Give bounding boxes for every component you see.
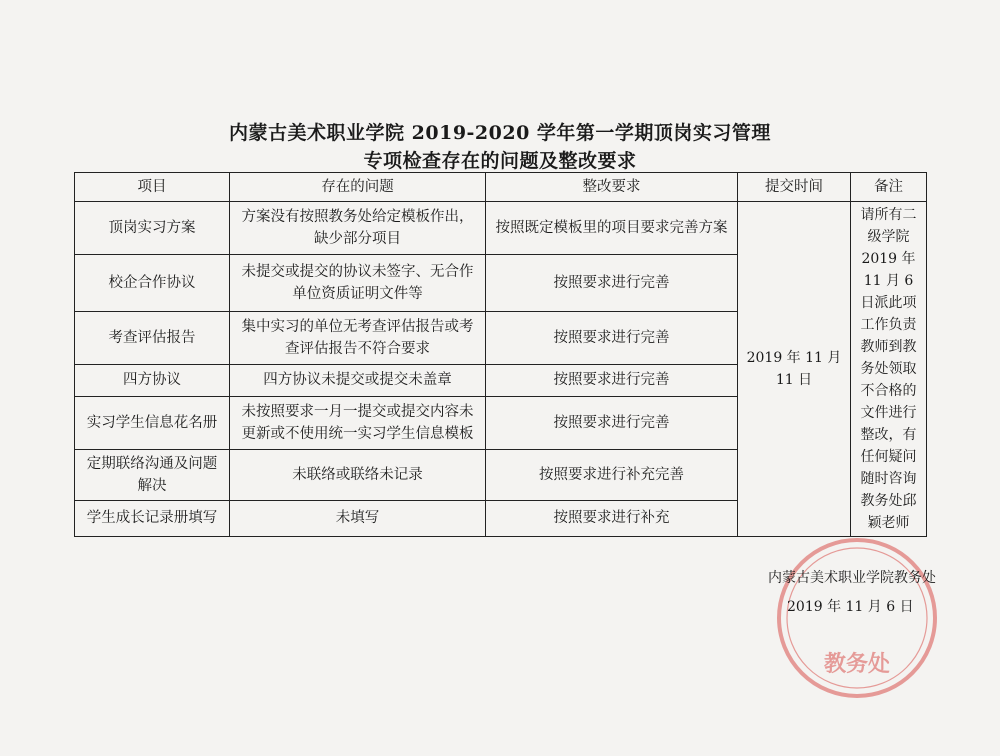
seal-text: 教务处 [823, 651, 891, 677]
header-note: 备注 [851, 173, 927, 202]
row-problem: 未提交或提交的协议未签字、无合作单位资质证明文件等 [230, 254, 486, 311]
official-seal [772, 533, 942, 703]
row-item: 校企合作协议 [75, 254, 230, 311]
document-subtitle: 专项检查存在的问题及整改要求 [363, 150, 637, 172]
row-problem: 方案没有按照教务处给定模板作出，缺少部分项目 [230, 202, 486, 255]
row-requirement: 按照既定模板里的项目要求完善方案 [486, 202, 738, 255]
row-problem: 四方协议未提交或提交未盖章 [230, 364, 486, 396]
row-item: 考查评估报告 [75, 311, 230, 364]
row-problem: 未填写 [230, 500, 486, 536]
row-item: 学生成长记录册填写 [75, 500, 230, 536]
row-requirement: 按照要求进行完善 [486, 396, 738, 449]
header-problem: 存在的问题 [230, 173, 486, 202]
table-row [75, 202, 927, 255]
issue-date: 2019 年 11 月 6 日 [787, 599, 914, 615]
note-cell: 请所有二级学院 2019 年 11 月 6 日派此项工作负责教师到教务处领取不合格的文件进行整改，有任何疑问随时咨询教务处邱颖老师 [851, 202, 927, 537]
issuing-office: 内蒙古美术职业学院教务处 [768, 570, 936, 586]
document-title: 内蒙古美术职业学院 2019-2020 学年第一学期顶岗实习管理 [229, 122, 771, 144]
row-item: 四方协议 [75, 364, 230, 396]
row-problem: 未联络或联络未记录 [230, 449, 486, 500]
header-submit-time: 提交时间 [738, 173, 851, 202]
row-requirement: 按照要求进行补充完善 [486, 449, 738, 500]
rectification-table [74, 172, 927, 537]
row-requirement: 按照要求进行补充 [486, 500, 738, 536]
submit-time-cell: 2019 年 11 月 11 日 [738, 202, 851, 537]
header-requirement: 整改要求 [486, 173, 738, 202]
row-problem: 集中实习的单位无考查评估报告或考查评估报告不符合要求 [230, 311, 486, 364]
header-item: 项目 [75, 173, 230, 202]
row-item: 定期联络沟通及问题解决 [75, 449, 230, 500]
row-requirement: 按照要求进行完善 [486, 311, 738, 364]
row-problem: 未按照要求一月一提交或提交内容未更新或不使用统一实习学生信息模板 [230, 396, 486, 449]
row-requirement: 按照要求进行完善 [486, 254, 738, 311]
row-requirement: 按照要求进行完善 [486, 364, 738, 396]
row-item: 顶岗实习方案 [75, 202, 230, 255]
table-header-row [75, 173, 927, 202]
row-item: 实习学生信息花名册 [75, 396, 230, 449]
